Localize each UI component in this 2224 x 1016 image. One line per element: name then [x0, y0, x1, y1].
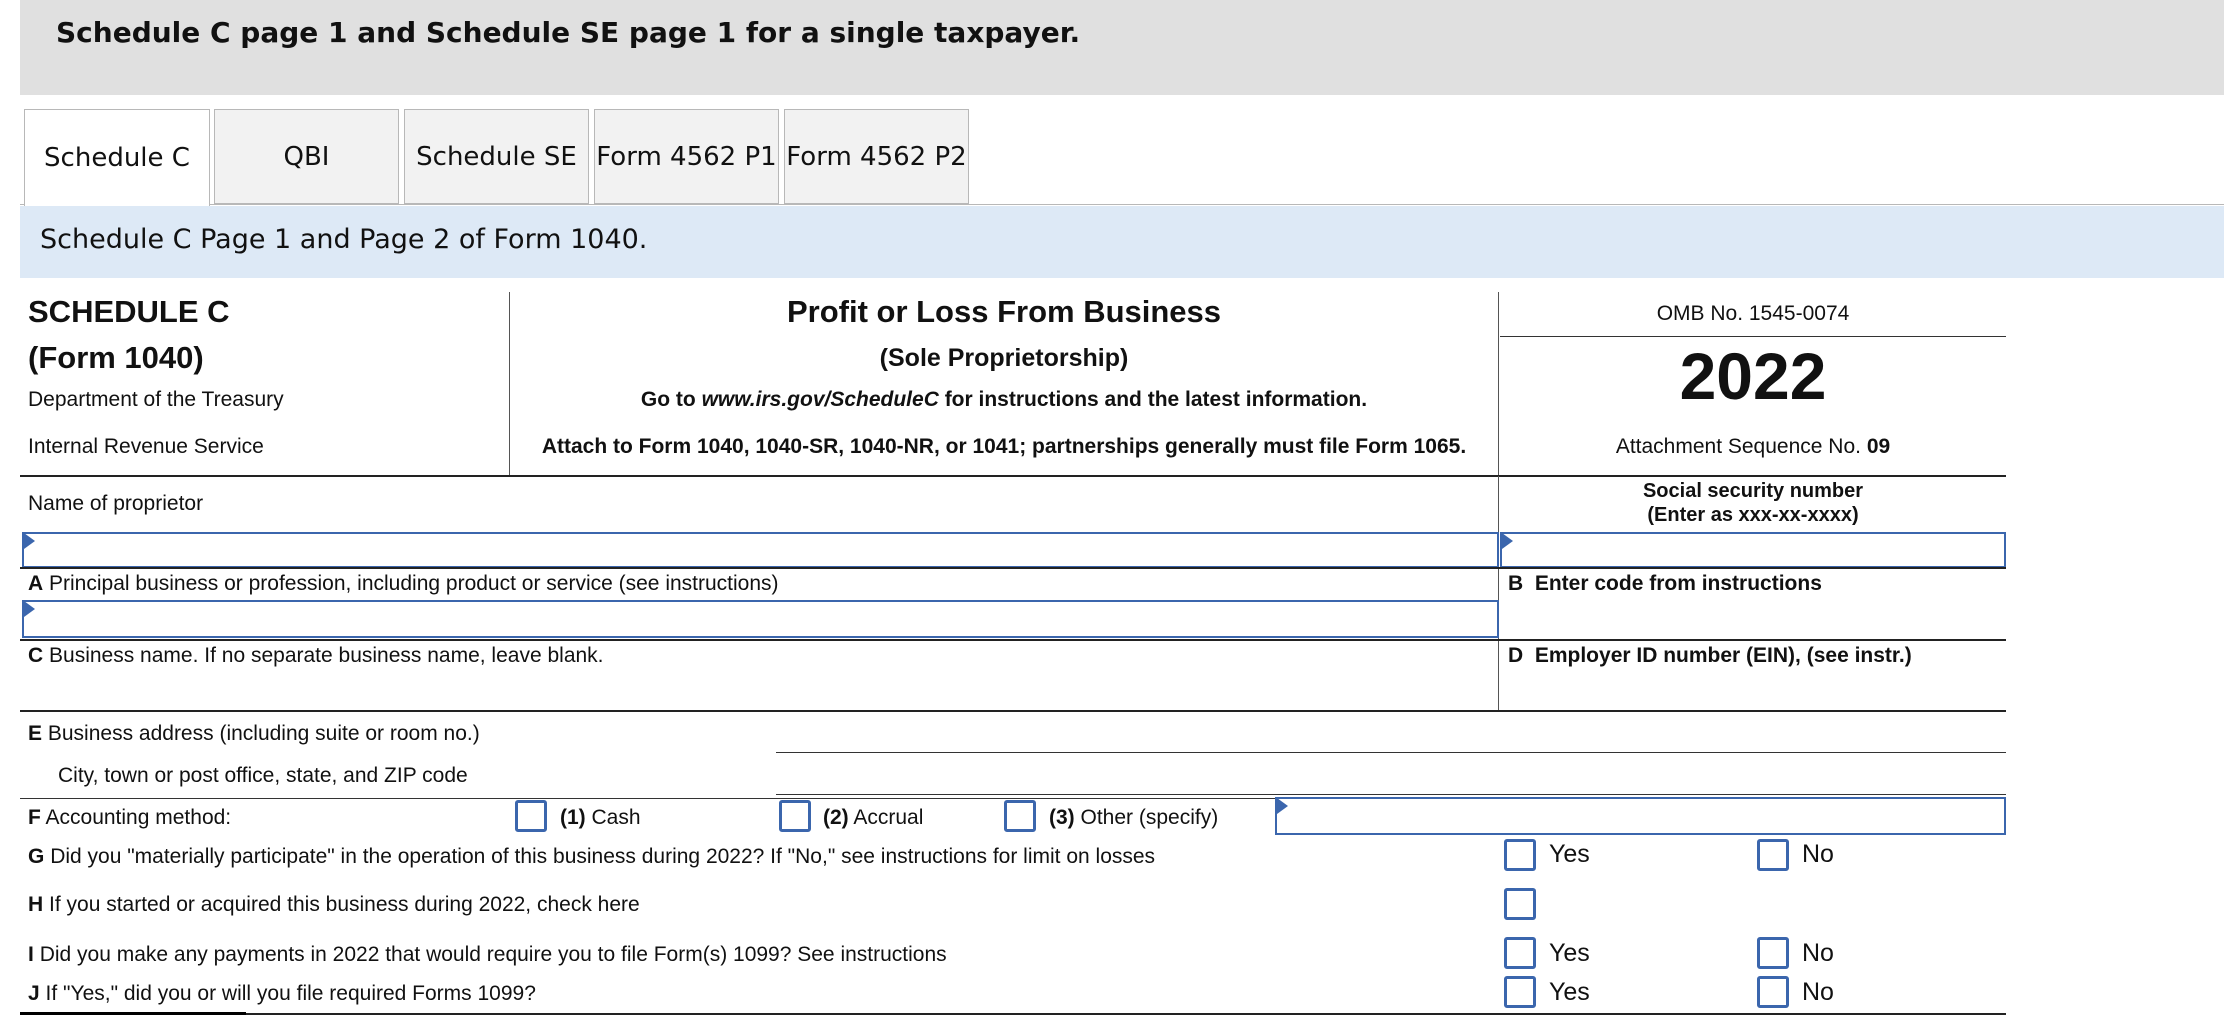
form-title: Profit or Loss From Business [786, 294, 1222, 329]
j-no-label: No [1802, 978, 1834, 1006]
schedule-title: SCHEDULE C [28, 294, 230, 329]
principal-business-input[interactable] [22, 600, 1499, 638]
ssn-label: Social security number [1642, 480, 1864, 502]
line-g-label: G Did you "materially participate" in the operation of this business during 2022? If "No," see instructions for limit on losses [28, 845, 1156, 868]
divider [20, 710, 2006, 712]
city-label: City, town or post office, state, and ZIP code [58, 764, 468, 787]
line-j-label: J If "Yes," did you or will you file required Forms 1099? [28, 982, 536, 1005]
form-subtitle: (Sole Proprietorship) [879, 344, 1129, 372]
name-of-proprietor-field[interactable] [24, 534, 1497, 566]
other-method-checkbox[interactable] [1004, 800, 1036, 832]
g-no-checkbox[interactable] [1757, 839, 1789, 871]
principal-business-field[interactable] [24, 602, 1497, 636]
omb-number: OMB No. 1545-0074 [1656, 302, 1850, 325]
line-c-label: C Business name. If no separate business name, leave blank. [28, 644, 604, 667]
line-h-label: H If you started or acquired this business during 2022, check here [28, 893, 640, 916]
banner-title: Schedule C page 1 and Schedule SE page 1 for a single taxpayer. [56, 16, 1081, 49]
tab-schedule-se[interactable]: Schedule SE [404, 109, 589, 204]
line-e-label: E Business address (including suite or room no.) [28, 722, 480, 745]
ssn-format-hint: (Enter as xxx-xx-xxxx) [1647, 504, 1859, 526]
address-underline [776, 752, 2006, 753]
dept-label: Department of the Treasury [28, 388, 284, 411]
tax-year: 2022 [1679, 339, 1827, 413]
divider [20, 1013, 2006, 1015]
other-method-label: (3) Other (specify) [1049, 806, 1219, 829]
accrual-label: (2) Accrual [823, 806, 924, 829]
g-no-label: No [1802, 840, 1834, 868]
irs-label: Internal Revenue Service [28, 435, 264, 458]
divider [20, 639, 2006, 641]
divider [20, 1012, 246, 1015]
city-underline [776, 794, 2006, 795]
cash-checkbox[interactable] [515, 800, 547, 832]
tab-qbi[interactable]: QBI [214, 109, 399, 204]
i-yes-checkbox[interactable] [1504, 937, 1536, 969]
attachment-sequence: Attachment Sequence No. 09 [1615, 435, 1891, 458]
j-yes-checkbox[interactable] [1504, 976, 1536, 1008]
line-a-label: A Principal business or profession, including product or service (see instructions) [28, 572, 779, 595]
tab-form-4562-p2[interactable]: Form 4562 P2 [784, 109, 969, 204]
line-f-label: F Accounting method: [28, 806, 232, 829]
divider [20, 567, 2006, 569]
line-d-label: D Employer ID number (EIN), (see instr.) [1508, 644, 1912, 667]
attach-note: Attach to Form 1040, 1040-SR, 1040-NR, or 1041; partnerships generally must file Form 1065. [541, 435, 1467, 458]
divider [1498, 292, 1499, 476]
ssn-field[interactable] [1502, 534, 2004, 566]
tab-form-4562-p1[interactable]: Form 4562 P1 [594, 109, 779, 204]
i-no-label: No [1802, 939, 1834, 967]
divider [20, 475, 2006, 477]
i-yes-label: Yes [1549, 939, 1590, 967]
goto-instructions: Go to www.irs.gov/ScheduleC for instructions and the latest information. [640, 388, 1368, 411]
line-b-label: B Enter code from instructions [1508, 572, 1822, 595]
cash-label: (1) Cash [560, 806, 641, 829]
accrual-checkbox[interactable] [779, 800, 811, 832]
subheader-text: Schedule C Page 1 and Page 2 of Form 1040. [40, 224, 648, 255]
form-ref: (Form 1040) [28, 340, 204, 375]
g-yes-label: Yes [1549, 840, 1590, 868]
j-no-checkbox[interactable] [1757, 976, 1789, 1008]
other-method-input[interactable] [1275, 797, 2006, 835]
tab-underline [20, 204, 2224, 205]
other-method-field[interactable] [1277, 799, 2004, 833]
tab-schedule-c[interactable]: Schedule C [24, 109, 210, 206]
g-yes-checkbox[interactable] [1504, 839, 1536, 871]
line-i-label: I Did you make any payments in 2022 that would require you to file Form(s) 1099? See instructions [28, 943, 947, 966]
irs-url: www.irs.gov/ScheduleC [701, 388, 939, 411]
divider [1498, 476, 1499, 710]
name-label: Name of proprietor [28, 492, 204, 515]
h-checkbox[interactable] [1504, 888, 1536, 920]
name-of-proprietor-input[interactable] [22, 532, 1499, 568]
ssn-input[interactable] [1500, 532, 2006, 568]
i-no-checkbox[interactable] [1757, 937, 1789, 969]
j-yes-label: Yes [1549, 978, 1590, 1006]
